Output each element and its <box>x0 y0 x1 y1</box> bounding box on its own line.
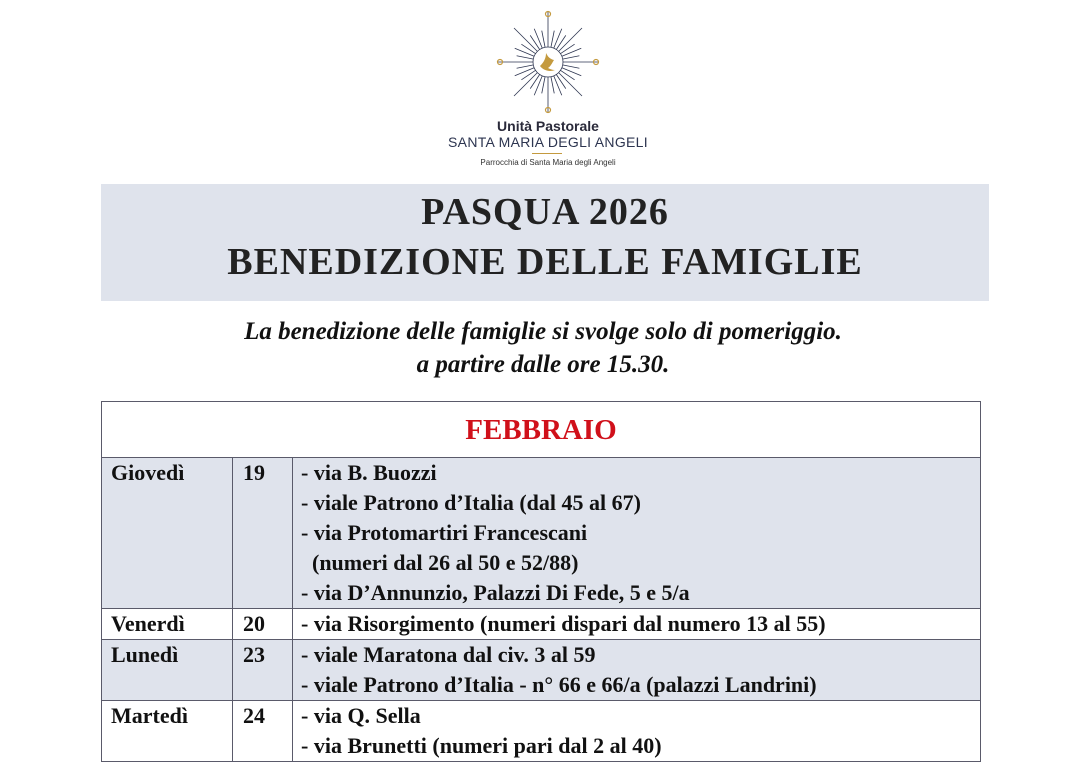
table-row <box>102 609 981 640</box>
table-row <box>102 640 981 701</box>
streets-cell <box>293 701 981 762</box>
streets-cell <box>293 609 981 640</box>
title-banner <box>101 184 989 301</box>
day-cell: Lunedì <box>102 640 233 701</box>
org-name: Unità Pastorale <box>497 118 599 134</box>
street-item: - via D’Annunzio, Palazzi Di Fede, 5 e 5/a <box>301 580 690 605</box>
divider <box>532 153 562 154</box>
street-item: - via Brunetti (numeri pari dal 2 al 40) <box>301 733 662 758</box>
street-item: (numeri dal 26 al 50 e 52/88) <box>301 550 579 575</box>
date-cell: 19 <box>233 458 293 609</box>
day-cell: Giovedì <box>102 458 233 609</box>
street-item: - via B. Buozzi <box>301 460 437 485</box>
intro-line-2: a partire dalle ore 15.30. <box>416 351 670 378</box>
street-item: - via Protomartiri Francescani <box>301 520 588 545</box>
street-item: - via Risorgimento (numeri dispari dal numero 13 al 55) <box>301 611 826 636</box>
month-header: FEBBRAIO <box>102 402 981 458</box>
table-row <box>102 701 981 762</box>
street-item: - via Q. Sella <box>301 703 421 728</box>
street-item: - viale Maratona dal civ. 3 al 59 <box>301 642 596 667</box>
street-item: - viale Patrono d’Italia - n° 66 e 66/a (palazzi Landrini) <box>301 672 817 697</box>
street-item: - viale Patrono d’Italia (dal 45 al 67) <box>301 490 641 515</box>
org-subtitle: SANTA MARIA DEGLI ANGELI <box>448 134 648 150</box>
day-cell: Martedì <box>102 701 233 762</box>
day-cell: Venerdì <box>102 609 233 640</box>
page-title: PASQUA 2026 <box>421 191 669 233</box>
parish-name: Parrocchia di Santa Maria degli Angeli <box>480 158 616 167</box>
table-row <box>102 458 981 609</box>
header <box>0 0 1080 178</box>
date-cell: 23 <box>233 640 293 701</box>
streets-cell <box>293 458 981 609</box>
date-cell: 24 <box>233 701 293 762</box>
dove-sunburst-icon <box>494 8 602 116</box>
intro-line-1: La benedizione delle famiglie si svolge solo di pomeriggio. <box>244 318 842 345</box>
streets-cell <box>293 640 981 701</box>
schedule-table <box>101 401 981 762</box>
page-subtitle: BENEDIZIONE DELLE FAMIGLIE <box>227 241 863 283</box>
date-cell: 20 <box>233 609 293 640</box>
